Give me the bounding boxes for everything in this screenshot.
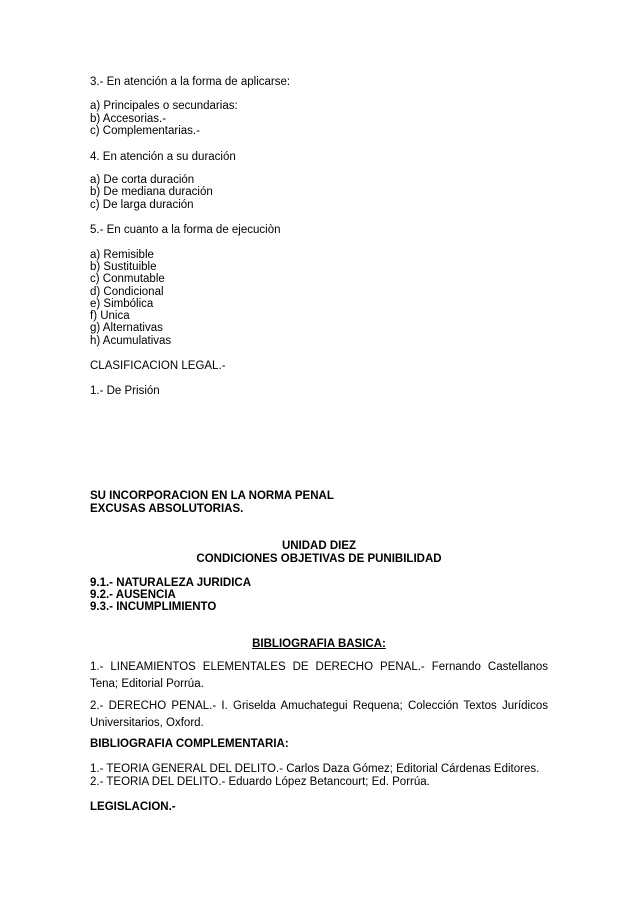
list-item: a) Remisible xyxy=(90,249,154,261)
bibliography-entry: 2.- DERECHO PENAL.- I. Griselda Amuchategui Requena; Colección Textos Jurídicos Universitarios, Oxford. xyxy=(90,700,548,729)
incorporation-heading: SU INCORPORACION EN LA NORMA PENAL xyxy=(90,490,334,502)
list-item: c) Conmutable xyxy=(90,273,165,285)
unit-item: 9.3.- INCUMPLIMIENTO xyxy=(90,601,217,613)
bibliography-basic-title: BIBLIOGRAFIA BASICA: xyxy=(252,638,386,650)
bibliography-entry: 2.- TEORIA DEL DELITO.- Eduardo López Betancourt; Ed. Porrúa. xyxy=(90,776,430,788)
bibliography-complementary-title: BIBLIOGRAFIA COMPLEMENTARIA: xyxy=(90,738,289,750)
list-item: b) Sustituible xyxy=(90,261,157,273)
legislation-title: LEGISLACION.- xyxy=(90,801,176,813)
unit-item: 9.2.- AUSENCIA xyxy=(90,589,176,601)
unit-title: UNIDAD DIEZ xyxy=(281,540,357,552)
list-item: d) Condicional xyxy=(90,286,164,298)
bibliography-basic-title-wrap xyxy=(90,638,548,650)
excusas-heading: EXCUSAS ABSOLUTORIAS. xyxy=(90,503,244,515)
bibliography-entry: 1.- TEORIA GENERAL DEL DELITO.- Carlos Daza Gómez; Editorial Cárdenas Editores. xyxy=(90,763,540,775)
list-item: a) De corta duración xyxy=(90,174,195,186)
legal-classification-heading: CLASIFICACION LEGAL.- xyxy=(90,360,226,372)
list-item: b) De mediana duración xyxy=(90,186,213,198)
list-item: f) Unica xyxy=(90,310,130,322)
list-item: c) De larga duración xyxy=(90,199,194,211)
section-5-heading: 5.- En cuanto a la forma de ejecuciòn xyxy=(90,224,281,236)
unit-item: 9.1.- NATURALEZA JURIDICA xyxy=(90,577,252,589)
list-item: c) Complementarias.- xyxy=(90,125,200,137)
section-4-heading: 4. En atención a su duración xyxy=(90,151,236,163)
list-item: b) Accesorias.- xyxy=(90,113,167,125)
bibliography-entry: 1.- LINEAMIENTOS ELEMENTALES DE DERECHO PENAL.- Fernando Castellanos Tena; Editorial Porrúa. xyxy=(90,661,548,690)
list-item: 1.- De Prisión xyxy=(90,385,160,397)
list-item: a) Principales o secundarias: xyxy=(90,100,238,112)
list-item: e) Simbólica xyxy=(90,298,154,310)
section-3-heading: 3.- En atención a la forma de aplicarse: xyxy=(90,76,291,88)
unit-subtitle: CONDICIONES OBJETIVAS DE PUNIBILIDAD xyxy=(196,553,442,565)
list-item: g) Alternativas xyxy=(90,322,163,334)
list-item: h) Acumulativas xyxy=(90,335,172,347)
